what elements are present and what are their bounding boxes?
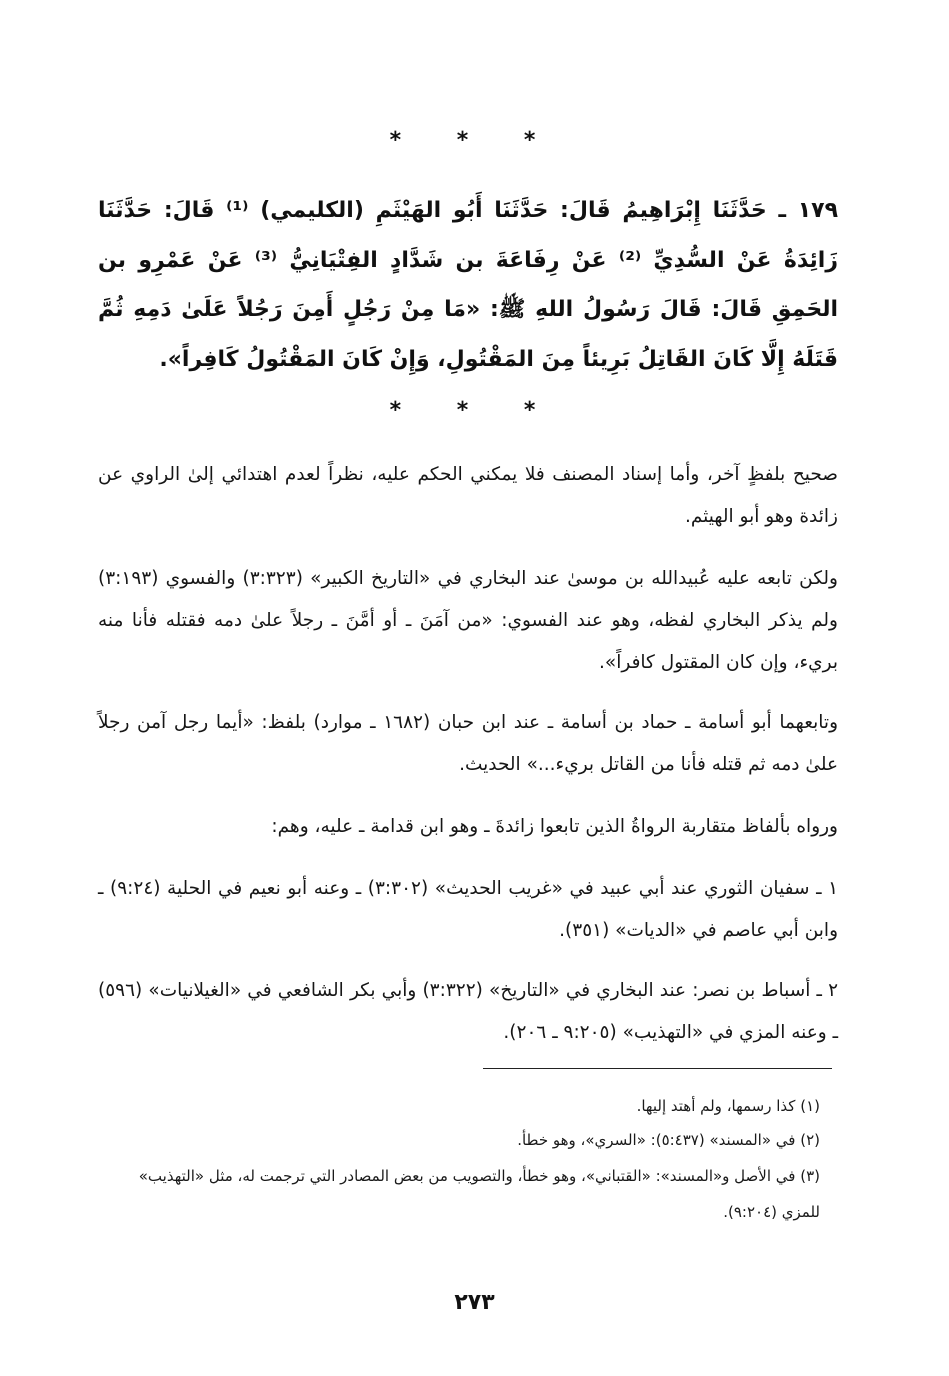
commentary-paragraph-1: صحيح بلفظٍ آخر، وأما إسناد المصنف فلا يمكني الحكم عليه، نظراً لعدم اهتدائي إلىٰ الراوي عن زائدة وهو أبو الهيثم. [98, 464, 838, 527]
section-separator-middle: * * * [389, 398, 560, 423]
commentary-paragraph-3: وتابعهما أبو أسامة ـ حماد بن أسامة ـ عند ابن حبان (١٦٨٢ ـ موارد) بلفظ: «أيما رجل آمن رجلاً علىٰ دمه ثم قتله فأنا من القاتل بريء...» الحديث. [98, 712, 838, 775]
footnote-3: (٣) في الأصل و«المسند»: «القتباني»، وهو خطأ، والتصويب من بعض المصادر التي ترجمت له، مثل «التهذيب» للمزي (٩:٢٠٤). [138, 1167, 820, 1221]
footnote-1: (١) كذا رسمها، ولم أهتد إليها. [636, 1097, 820, 1115]
commentary-paragraph-6: ٢ ـ أسباط بن نصر: عند البخاري في «التاريخ» (٣:٣٢٢) وأبي بكر الشافعي في «الغيلانيات» (٥٩٦) ـ وعنه المزي في «التهذيب» (٩:٢٠٥ ـ ٢٠٦). [98, 980, 838, 1043]
footnote-divider [483, 1068, 832, 1069]
section-separator-top: * * * [389, 128, 560, 153]
footnote-2: (٢) في «المسند» (٥:٤٣٧): «السري»، وهو خطأ. [517, 1131, 820, 1149]
commentary-paragraph-5: ١ ـ سفيان الثوري عند أبي عبيد في «غريب الحديث» (٣:٣٠٢) ـ وعنه أبو نعيم في الحلية (٩:٢٤) ـ وابن أبي عاصم في «الديات» (٣٥١). [98, 878, 838, 941]
page-number: ٢٧٣ [454, 1290, 495, 1315]
commentary-paragraph-4: ورواه بألفاظ متقاربة الرواةُ الذين تابعوا زائدةَ ـ وهو ابن قدامة ـ عليه، وهم: [271, 816, 838, 837]
commentary-paragraph-2: ولكن تابعه عليه عُبيدالله بن موسىٰ عند البخاري في «التاريخ الكبير» (٣:٣٢٣) والفسوي (٣:١٩٣) ولم يذكر البخاري لفظه، وهو عند الفسوي: «من آمَنَ ـ أو أمَّنَ ـ رجلاً علىٰ دمه فقتله فأنا منه بريء، وإن كان المقتول كافراً». [98, 568, 838, 673]
hadith-text: ١٧٩ ـ حَدَّثَنَا إِبْرَاهِيمُ قَالَ: حَدَّثَنَا أَبُو الهَيْثَمِ (الكليمي) ⁽¹⁾ قَالَ: حَدَّثَنَا زَائِدَةُ عَنْ السُّدِيِّ ⁽²⁾ عَنْ رِفَاعَةَ بن شَدَّادٍ الفِتْيَانِيُّ ⁽³⁾ عَنْ عَمْرِو بن الحَمِقِ قَالَ: قَالَ رَسُولُ اللهِ ﷺ: «مَا مِنْ رَجُلٍ أَمِنَ رَجُلاً عَلَىٰ دَمِهِ ثُمَّ قَتَلَهُ إِلَّا كَانَ القَاتِلُ بَرِيئاً مِنَ المَقْتُولِ، وَإِنْ كَانَ المَقْتُولُ كَافِراً». [98, 198, 839, 372]
